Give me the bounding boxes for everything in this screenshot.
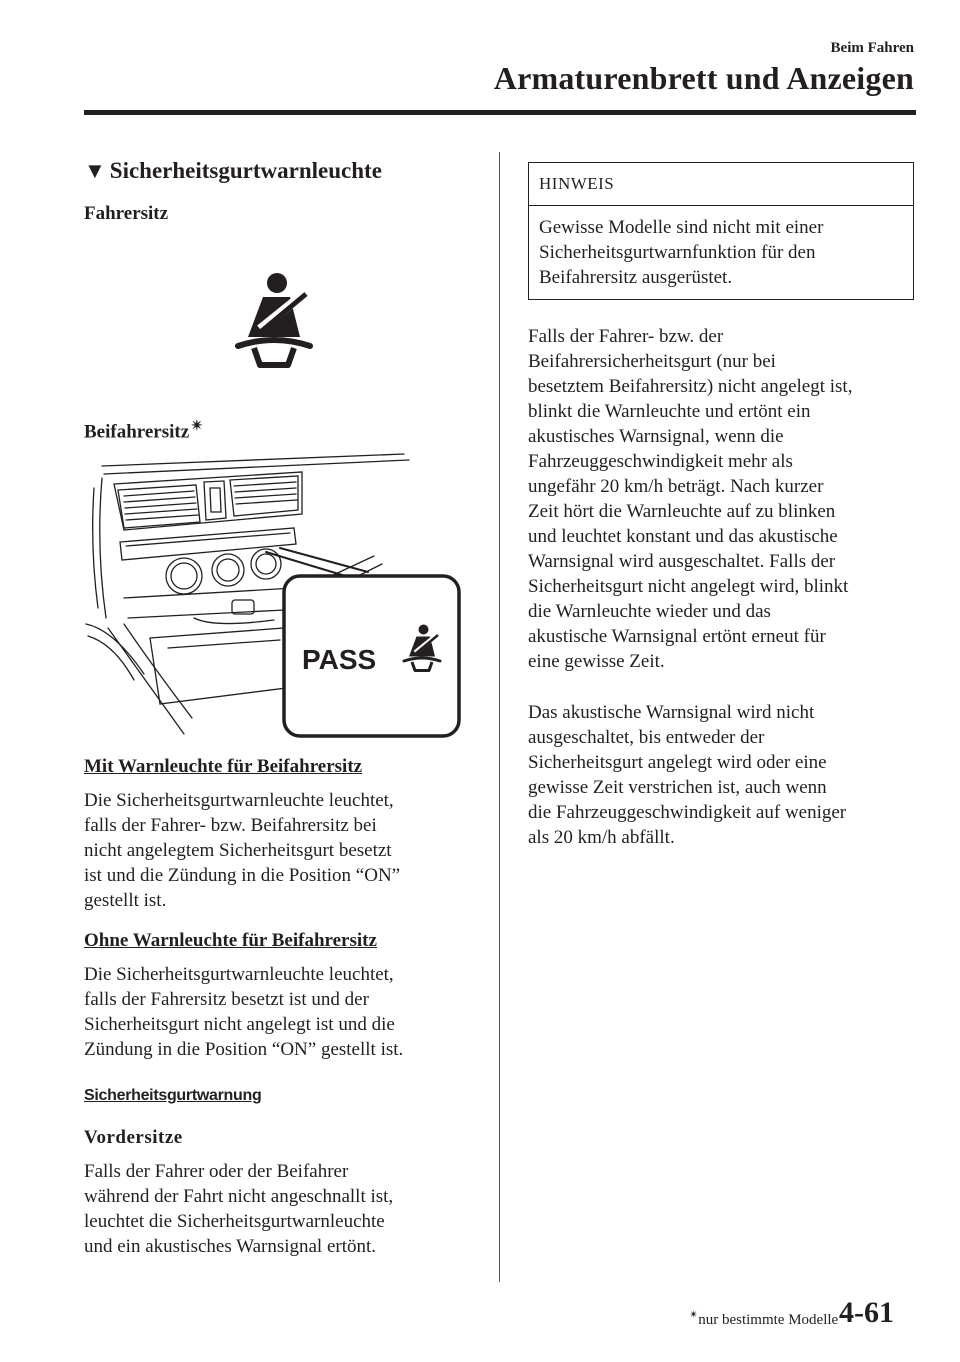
- text-line: ungefähr 20 km/h beträgt. Nach kurzer: [528, 476, 824, 497]
- paragraph-with-passenger-light: [84, 788, 484, 913]
- chapter-label: Beim Fahren: [830, 40, 914, 56]
- text-line: ausgeschaltet, bis entweder der: [528, 727, 765, 748]
- text-line: Sicherheitsgurt angelegt wird oder eine: [528, 752, 827, 773]
- note-label: HINWEIS: [529, 163, 913, 206]
- footer-marker: ✴: [689, 1309, 699, 1321]
- page-number: 4-61: [839, 1296, 894, 1329]
- section-title: [84, 158, 382, 184]
- text-line: Falls der Fahrer- bzw. der: [528, 326, 724, 347]
- text-line: besetztem Beifahrersitz) nicht angelegt ist,: [528, 376, 853, 397]
- text-line: gewisse Zeit verstrichen ist, auch wenn: [528, 777, 827, 798]
- driver-seat-label: Fahrersitz: [84, 203, 169, 224]
- text-line: Das akustische Warnsignal wird nicht: [528, 702, 815, 723]
- paragraph-without-passenger-light: [84, 962, 484, 1062]
- front-seats-heading: Vordersitze: [84, 1127, 183, 1148]
- text-line: und ein akustisches Warnsignal ertönt.: [84, 1236, 377, 1257]
- dashboard-illustration: [84, 448, 464, 740]
- text-line: Sicherheitsgurtwarnfunktion für den: [539, 242, 816, 263]
- text-line: Warnsignal wird ausgeschaltet. Falls der: [528, 551, 836, 572]
- header-rule: [84, 110, 916, 115]
- text-line: eine gewisse Zeit.: [528, 651, 665, 672]
- text-line: leuchtet die Sicherheitsgurtwarnleuchte: [84, 1211, 385, 1232]
- passenger-seat-label: [84, 418, 203, 443]
- pass-indicator-label: PASS: [302, 644, 377, 675]
- text-line: Sicherheitsgurt nicht angelegt wird, blinkt: [528, 576, 849, 597]
- text-line: die Warnleuchte wieder und das: [528, 601, 771, 622]
- text-line: gestellt ist.: [84, 890, 167, 911]
- heading-without-passenger-light: Ohne Warnleuchte für Beifahrersitz: [84, 930, 377, 951]
- text-line: Fahrzeuggeschwindigkeit mehr als: [528, 451, 793, 472]
- text-line: die Fahrzeuggeschwindigkeit auf weniger: [528, 802, 847, 823]
- text-line: Zeit hört die Warnleuchte auf zu blinken: [528, 501, 836, 522]
- text-line: Zündung in die Position “ON” gestellt ist.: [84, 1039, 404, 1060]
- column-divider: [499, 152, 500, 1282]
- text-line: Sicherheitsgurt nicht angelegt ist und die: [84, 1014, 395, 1035]
- text-line: Gewisse Modelle sind nicht mit einer: [539, 217, 824, 238]
- paragraph-warning-behavior: [528, 324, 918, 674]
- note-text: [539, 215, 899, 290]
- text-line: blinkt die Warnleuchte und ertönt ein: [528, 401, 811, 422]
- text-line: akustisches Warnsignal, wenn die: [528, 426, 784, 447]
- paragraph-signal-shutoff: [528, 700, 918, 850]
- heading-with-passenger-light: Mit Warnleuchte für Beifahrersitz: [84, 756, 363, 777]
- text-line: Falls der Fahrer oder der Beifahrer: [84, 1161, 349, 1182]
- text-line: Beifahrersitz ausgerüstet.: [539, 267, 733, 288]
- text-line: während der Fahrt nicht angeschnallt ist,: [84, 1186, 394, 1207]
- footer-note: [689, 1308, 838, 1329]
- text-line: Die Sicherheitsgurtwarnleuchte leuchtet,: [84, 964, 394, 985]
- section-title-text: Sicherheitsgurtwarnleuchte: [109, 158, 382, 183]
- text-line: ist und die Zündung in die Position “ON”: [84, 865, 401, 886]
- text-line: akustische Warnsignal ertönt erneut für: [528, 626, 826, 647]
- text-line: falls der Fahrer- bzw. Beifahrersitz bei: [84, 815, 377, 836]
- text-line: Die Sicherheitsgurtwarnleuchte leuchtet,: [84, 790, 394, 811]
- seatbelt-warning-icon: [234, 272, 314, 368]
- text-line: falls der Fahrersitz besetzt ist und der: [84, 989, 369, 1010]
- triangle-down-icon: ▼: [84, 158, 106, 183]
- note-box: [528, 162, 914, 300]
- text-line: als 20 km/h abfällt.: [528, 827, 675, 848]
- text-line: Beifahrersicherheitsgurt (nur bei: [528, 351, 776, 372]
- page-title: Armaturenbrett und Anzeigen: [493, 60, 914, 96]
- text-line: nicht angelegtem Sicherheitsgurt besetzt: [84, 840, 392, 861]
- footer-note-text: nur bestimmte Modelle: [698, 1312, 839, 1328]
- optional-marker: ✴: [191, 419, 203, 434]
- text-line: und leuchtet konstant und das akustische: [528, 526, 838, 547]
- paragraph-front-seats: [84, 1159, 484, 1259]
- seatbelt-warning-heading: Sicherheitsgurtwarnung: [84, 1087, 262, 1104]
- passenger-seat-label-text: Beifahrersitz: [84, 421, 190, 443]
